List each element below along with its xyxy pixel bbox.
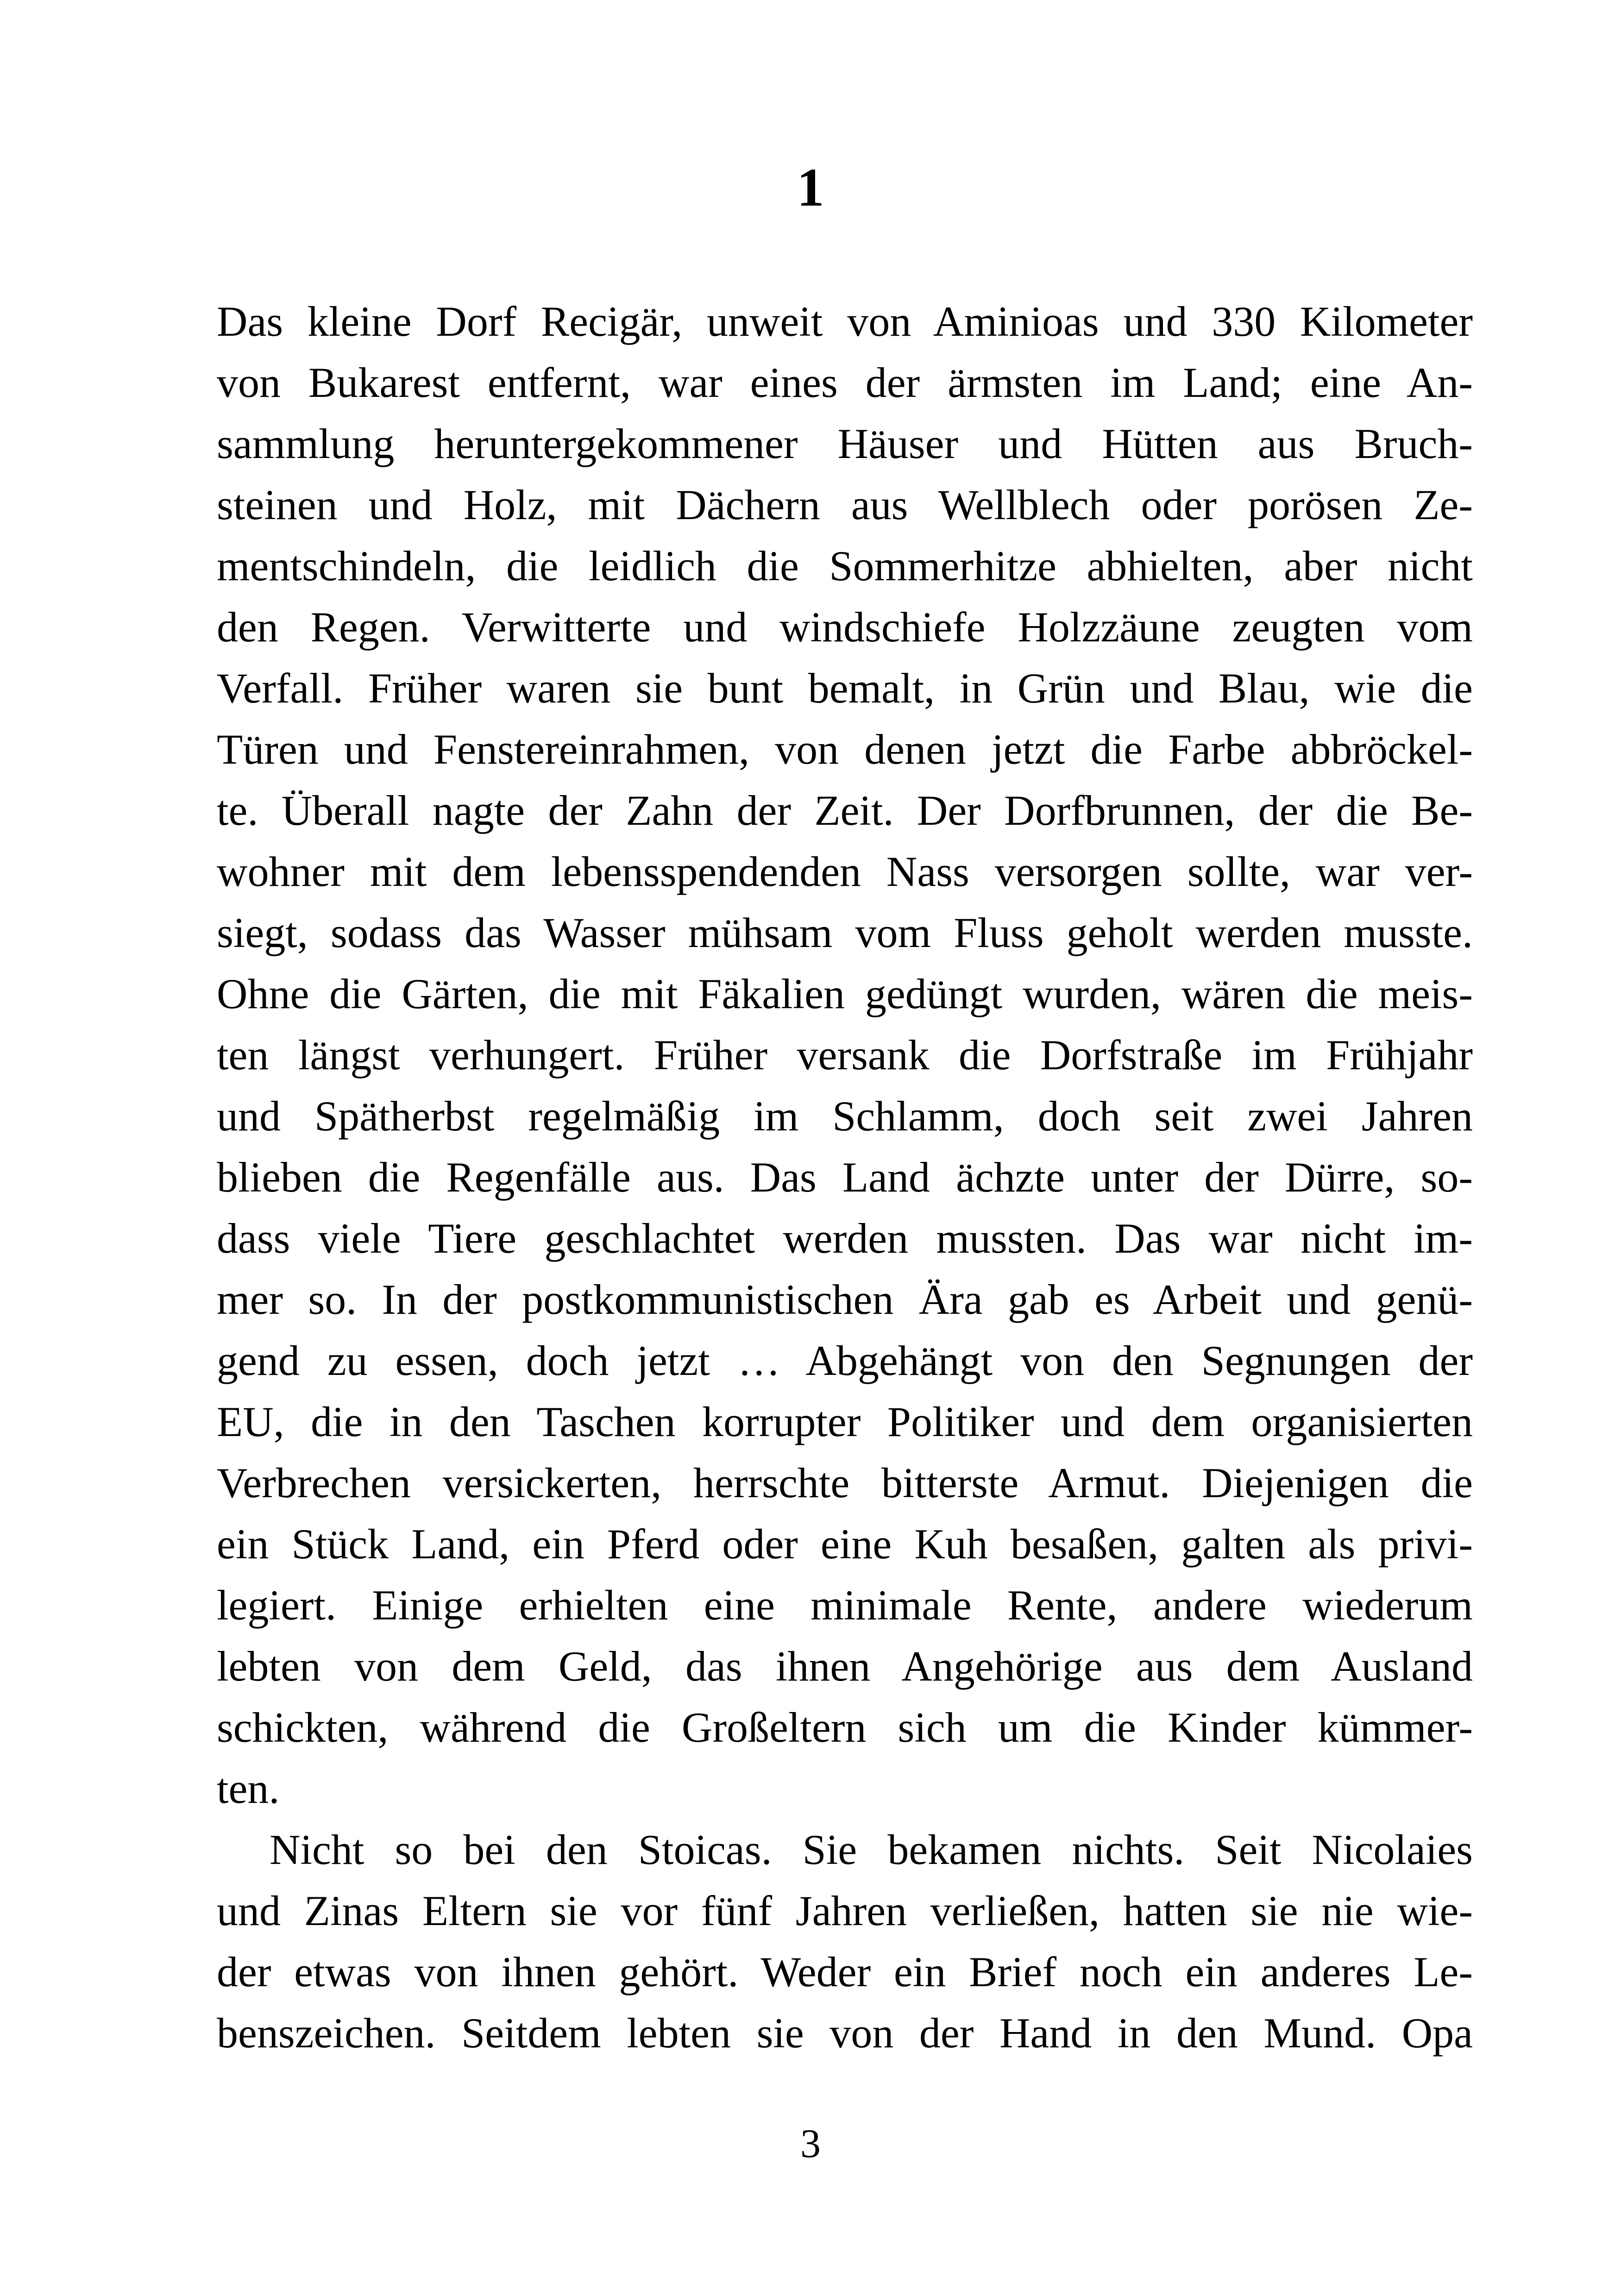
text-line: benszeichen. Seitdem lebten sie von der Hand in den Mund. Opa [217, 2009, 1473, 2057]
text-line: den Regen. Verwitterte und windschiefe Holzzäune zeugten vom [217, 603, 1473, 651]
text-line: siegt, sodass das Wasser mühsam vom Fluss geholt werden musste. [217, 909, 1473, 956]
paragraph-1 [217, 291, 1473, 1819]
text-line: Ohne die Gärten, die mit Fäkalien gedüngt wurden, wären die meis- [217, 970, 1473, 1017]
text-line: Das kleine Dorf Recigär, unweit von Aminioas und 330 Kilometer [217, 298, 1473, 345]
text-line: Türen und Fenstereinrahmen, von denen jetzt die Farbe abbröckel- [217, 726, 1473, 773]
text-line: EU, die in den Taschen korrupter Politiker und dem organisierten [217, 1398, 1473, 1445]
text-line: lebten von dem Geld, das ihnen Angehörige aus dem Ausland [217, 1643, 1473, 1690]
text-line: von Bukarest entfernt, war eines der ärmsten im Land; eine An- [217, 359, 1473, 406]
text-line: te. Überall nagte der Zahn der Zeit. Der Dorfbrunnen, der die Be- [217, 787, 1473, 834]
text-line: gend zu essen, doch jetzt … Abgehängt von den Segnungen der [217, 1337, 1473, 1384]
page-number: 3 [800, 2121, 821, 2166]
chapter-number: 1 [797, 157, 824, 218]
text-line: und Spätherbst regelmäßig im Schlamm, doch seit zwei Jahren [217, 1092, 1473, 1140]
text-line: ein Stück Land, ein Pferd oder eine Kuh besaßen, galten als privi- [217, 1520, 1473, 1568]
text-line: ten längst verhungert. Früher versank die Dorfstraße im Frühjahr [217, 1031, 1473, 1079]
text-line: sammlung heruntergekommener Häuser und Hütten aus Bruch- [217, 420, 1473, 467]
text-line: dass viele Tiere geschlachtet werden mussten. Das war nicht im- [217, 1215, 1473, 1262]
text-line: legiert. Einige erhielten eine minimale Rente, andere wiederum [217, 1581, 1473, 1629]
text-line: Verbrechen versickerten, herrschte bitterste Armut. Diejenigen die [217, 1459, 1473, 1506]
text-line: wohner mit dem lebensspendenden Nass versorgen sollte, war ver- [217, 848, 1473, 895]
body-text [217, 291, 1473, 2064]
text-line: der etwas von ihnen gehört. Weder ein Brief noch ein anderes Le- [217, 1948, 1473, 1995]
text-line: und Zinas Eltern sie vor fünf Jahren verließen, hatten sie nie wie- [217, 1887, 1473, 1934]
text-line: steinen und Holz, mit Dächern aus Wellblech oder porösen Ze- [217, 481, 1473, 528]
paragraph-2 [217, 1819, 1473, 2064]
text-line: schickten, während die Großeltern sich um die Kinder kümmer- [217, 1704, 1473, 1751]
text-line: blieben die Regenfälle aus. Das Land ächzte unter der Dürre, so- [217, 1154, 1473, 1201]
text-line: mer so. In der postkommunistischen Ära gab es Arbeit und genü- [217, 1276, 1473, 1323]
text-line: Verfall. Früher waren sie bunt bemalt, in Grün und Blau, wie die [217, 665, 1473, 712]
text-line: Nicht so bei den Stoicas. Sie bekamen nichts. Seit Nicolaies [270, 1826, 1473, 1873]
text-line: mentschindeln, die leidlich die Sommerhitze abhielten, aber nicht [217, 542, 1473, 590]
text-line: ten. [217, 1765, 280, 1812]
